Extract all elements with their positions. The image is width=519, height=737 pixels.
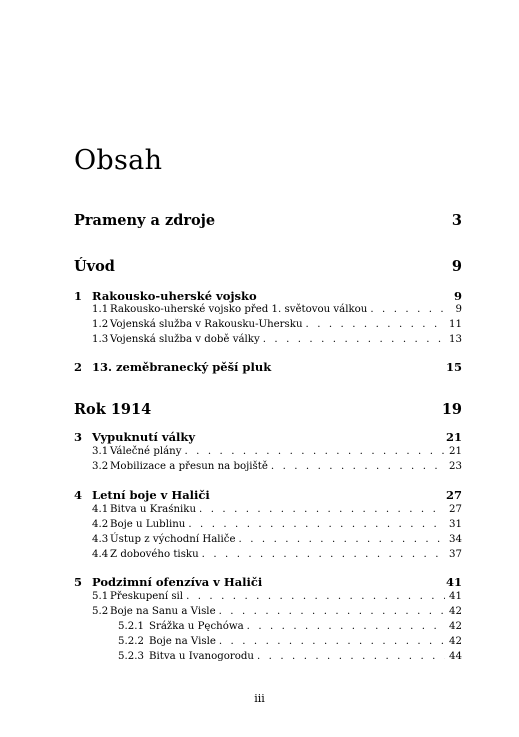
toc-section-3-2[interactable] bbox=[74, 460, 462, 473]
dot-leader bbox=[263, 333, 445, 346]
part-title: Prameny a zdroje bbox=[74, 212, 216, 229]
toc-section-4-1[interactable] bbox=[74, 503, 462, 516]
section-number: 3.2 bbox=[92, 461, 109, 472]
section-page: 13 bbox=[449, 334, 462, 345]
section-title: Boje u Lublinu bbox=[110, 519, 186, 530]
page-number-footer: iii bbox=[254, 692, 265, 705]
toc-section-1-3[interactable] bbox=[74, 333, 462, 346]
section-number: 4.4 bbox=[92, 549, 109, 560]
toc-chapter-3[interactable] bbox=[74, 430, 462, 444]
toc-section-1-2[interactable] bbox=[74, 318, 462, 331]
subsection-title: Boje na Visle bbox=[149, 636, 216, 647]
toc-section-5-2[interactable] bbox=[74, 605, 462, 618]
dot-leader bbox=[257, 650, 445, 663]
section-page: 11 bbox=[449, 319, 462, 330]
section-number: 4.1 bbox=[92, 504, 109, 515]
toc-chapter-2[interactable] bbox=[74, 360, 462, 374]
section-page: 9 bbox=[455, 304, 462, 315]
dot-leader bbox=[306, 318, 445, 331]
section-title: Ústup z východní Haliče bbox=[110, 534, 236, 545]
chapter-title: Rakousko-uherské vojsko bbox=[92, 289, 257, 303]
section-number: 1.2 bbox=[92, 319, 109, 330]
subsection-page: 42 bbox=[449, 636, 462, 647]
section-title: Bitva u Kraśniku bbox=[110, 504, 197, 515]
page-title: Obsah bbox=[74, 145, 163, 176]
toc-subsection-5-2-3[interactable] bbox=[74, 650, 462, 663]
part-page: 9 bbox=[451, 258, 462, 275]
section-number: 1.3 bbox=[92, 334, 109, 345]
toc-section-3-1[interactable] bbox=[74, 445, 462, 458]
section-page: 27 bbox=[449, 504, 462, 515]
subsection-title: Bitva u Ivanogorodu bbox=[149, 651, 254, 662]
dot-leader bbox=[199, 503, 445, 516]
section-number: 5.1 bbox=[92, 591, 109, 602]
chapter-number: 3 bbox=[74, 430, 83, 444]
dot-leader bbox=[239, 533, 445, 546]
subsection-title: Srážka u Pęchówa bbox=[149, 621, 244, 632]
part-page: 3 bbox=[451, 212, 462, 229]
subsection-page: 44 bbox=[449, 651, 462, 662]
part-title: Rok 1914 bbox=[74, 401, 152, 418]
chapter-title: Vypuknutí války bbox=[92, 430, 196, 444]
section-number: 1.1 bbox=[92, 304, 109, 315]
toc-section-4-3[interactable] bbox=[74, 533, 462, 546]
dot-leader bbox=[185, 445, 446, 458]
chapter-page: 41 bbox=[445, 575, 462, 589]
section-page: 34 bbox=[449, 534, 462, 545]
section-number: 5.2 bbox=[92, 606, 109, 617]
chapter-number: 4 bbox=[74, 488, 83, 502]
section-number: 4.3 bbox=[92, 534, 109, 545]
section-title: Mobilizace a přesun na bojiště bbox=[110, 461, 268, 472]
subsection-number: 5.2.1 bbox=[118, 621, 144, 632]
chapter-number: 5 bbox=[74, 575, 83, 589]
toc-part-prameny[interactable] bbox=[74, 212, 462, 229]
section-title: Vojenská služba v Rakousku-Uhersku bbox=[110, 319, 303, 330]
chapter-page: 9 bbox=[453, 289, 462, 303]
toc-part-uvod[interactable] bbox=[74, 258, 462, 275]
toc-part-1914[interactable] bbox=[74, 401, 462, 418]
chapter-title: 13. zeměbranecký pěší pluk bbox=[92, 360, 272, 374]
section-page: 21 bbox=[449, 446, 462, 457]
subsection-number: 5.2.2 bbox=[118, 636, 144, 647]
part-title: Úvod bbox=[74, 258, 115, 275]
toc-chapter-1[interactable] bbox=[74, 289, 462, 303]
dot-leader bbox=[219, 635, 445, 648]
section-page: 37 bbox=[449, 549, 462, 560]
section-number: 3.1 bbox=[92, 446, 109, 457]
dot-leader bbox=[370, 303, 445, 316]
toc-subsection-5-2-2[interactable] bbox=[74, 635, 462, 648]
section-page: 41 bbox=[449, 591, 462, 602]
chapter-page: 21 bbox=[445, 430, 462, 444]
chapter-page: 27 bbox=[445, 488, 462, 502]
subsection-number: 5.2.3 bbox=[118, 651, 144, 662]
section-title: Vojenská služba v době války bbox=[110, 334, 260, 345]
section-title: Válečné plány bbox=[110, 446, 182, 457]
toc-chapter-4[interactable] bbox=[74, 488, 462, 502]
section-page: 23 bbox=[449, 461, 462, 472]
section-title: Přeskupení sil bbox=[110, 591, 184, 602]
subsection-page: 42 bbox=[449, 621, 462, 632]
section-page: 42 bbox=[449, 606, 462, 617]
toc-section-5-1[interactable] bbox=[74, 590, 462, 603]
dot-leader bbox=[186, 590, 445, 603]
section-title: Rakousko-uherské vojsko před 1. světovou válkou bbox=[110, 304, 368, 315]
chapter-page: 15 bbox=[445, 360, 462, 374]
dot-leader bbox=[247, 620, 445, 633]
section-page: 31 bbox=[449, 519, 462, 530]
section-number: 4.2 bbox=[92, 519, 109, 530]
dot-leader bbox=[188, 518, 445, 531]
toc-section-1-1[interactable] bbox=[74, 303, 462, 316]
section-title: Z dobového tisku bbox=[110, 549, 199, 560]
chapter-title: Letní boje v Haliči bbox=[92, 488, 210, 502]
dot-leader bbox=[202, 548, 445, 561]
part-page: 19 bbox=[441, 401, 462, 418]
section-title: Boje na Sanu a Visle bbox=[110, 606, 216, 617]
toc-chapter-5[interactable] bbox=[74, 575, 462, 589]
dot-leader bbox=[219, 605, 445, 618]
chapter-title: Podzimní ofenzíva v Haliči bbox=[92, 575, 263, 589]
chapter-number: 1 bbox=[74, 289, 83, 303]
toc-section-4-2[interactable] bbox=[74, 518, 462, 531]
chapter-number: 2 bbox=[74, 360, 83, 374]
dot-leader bbox=[271, 460, 445, 473]
toc-section-4-4[interactable] bbox=[74, 548, 462, 561]
toc-subsection-5-2-1[interactable] bbox=[74, 620, 462, 633]
